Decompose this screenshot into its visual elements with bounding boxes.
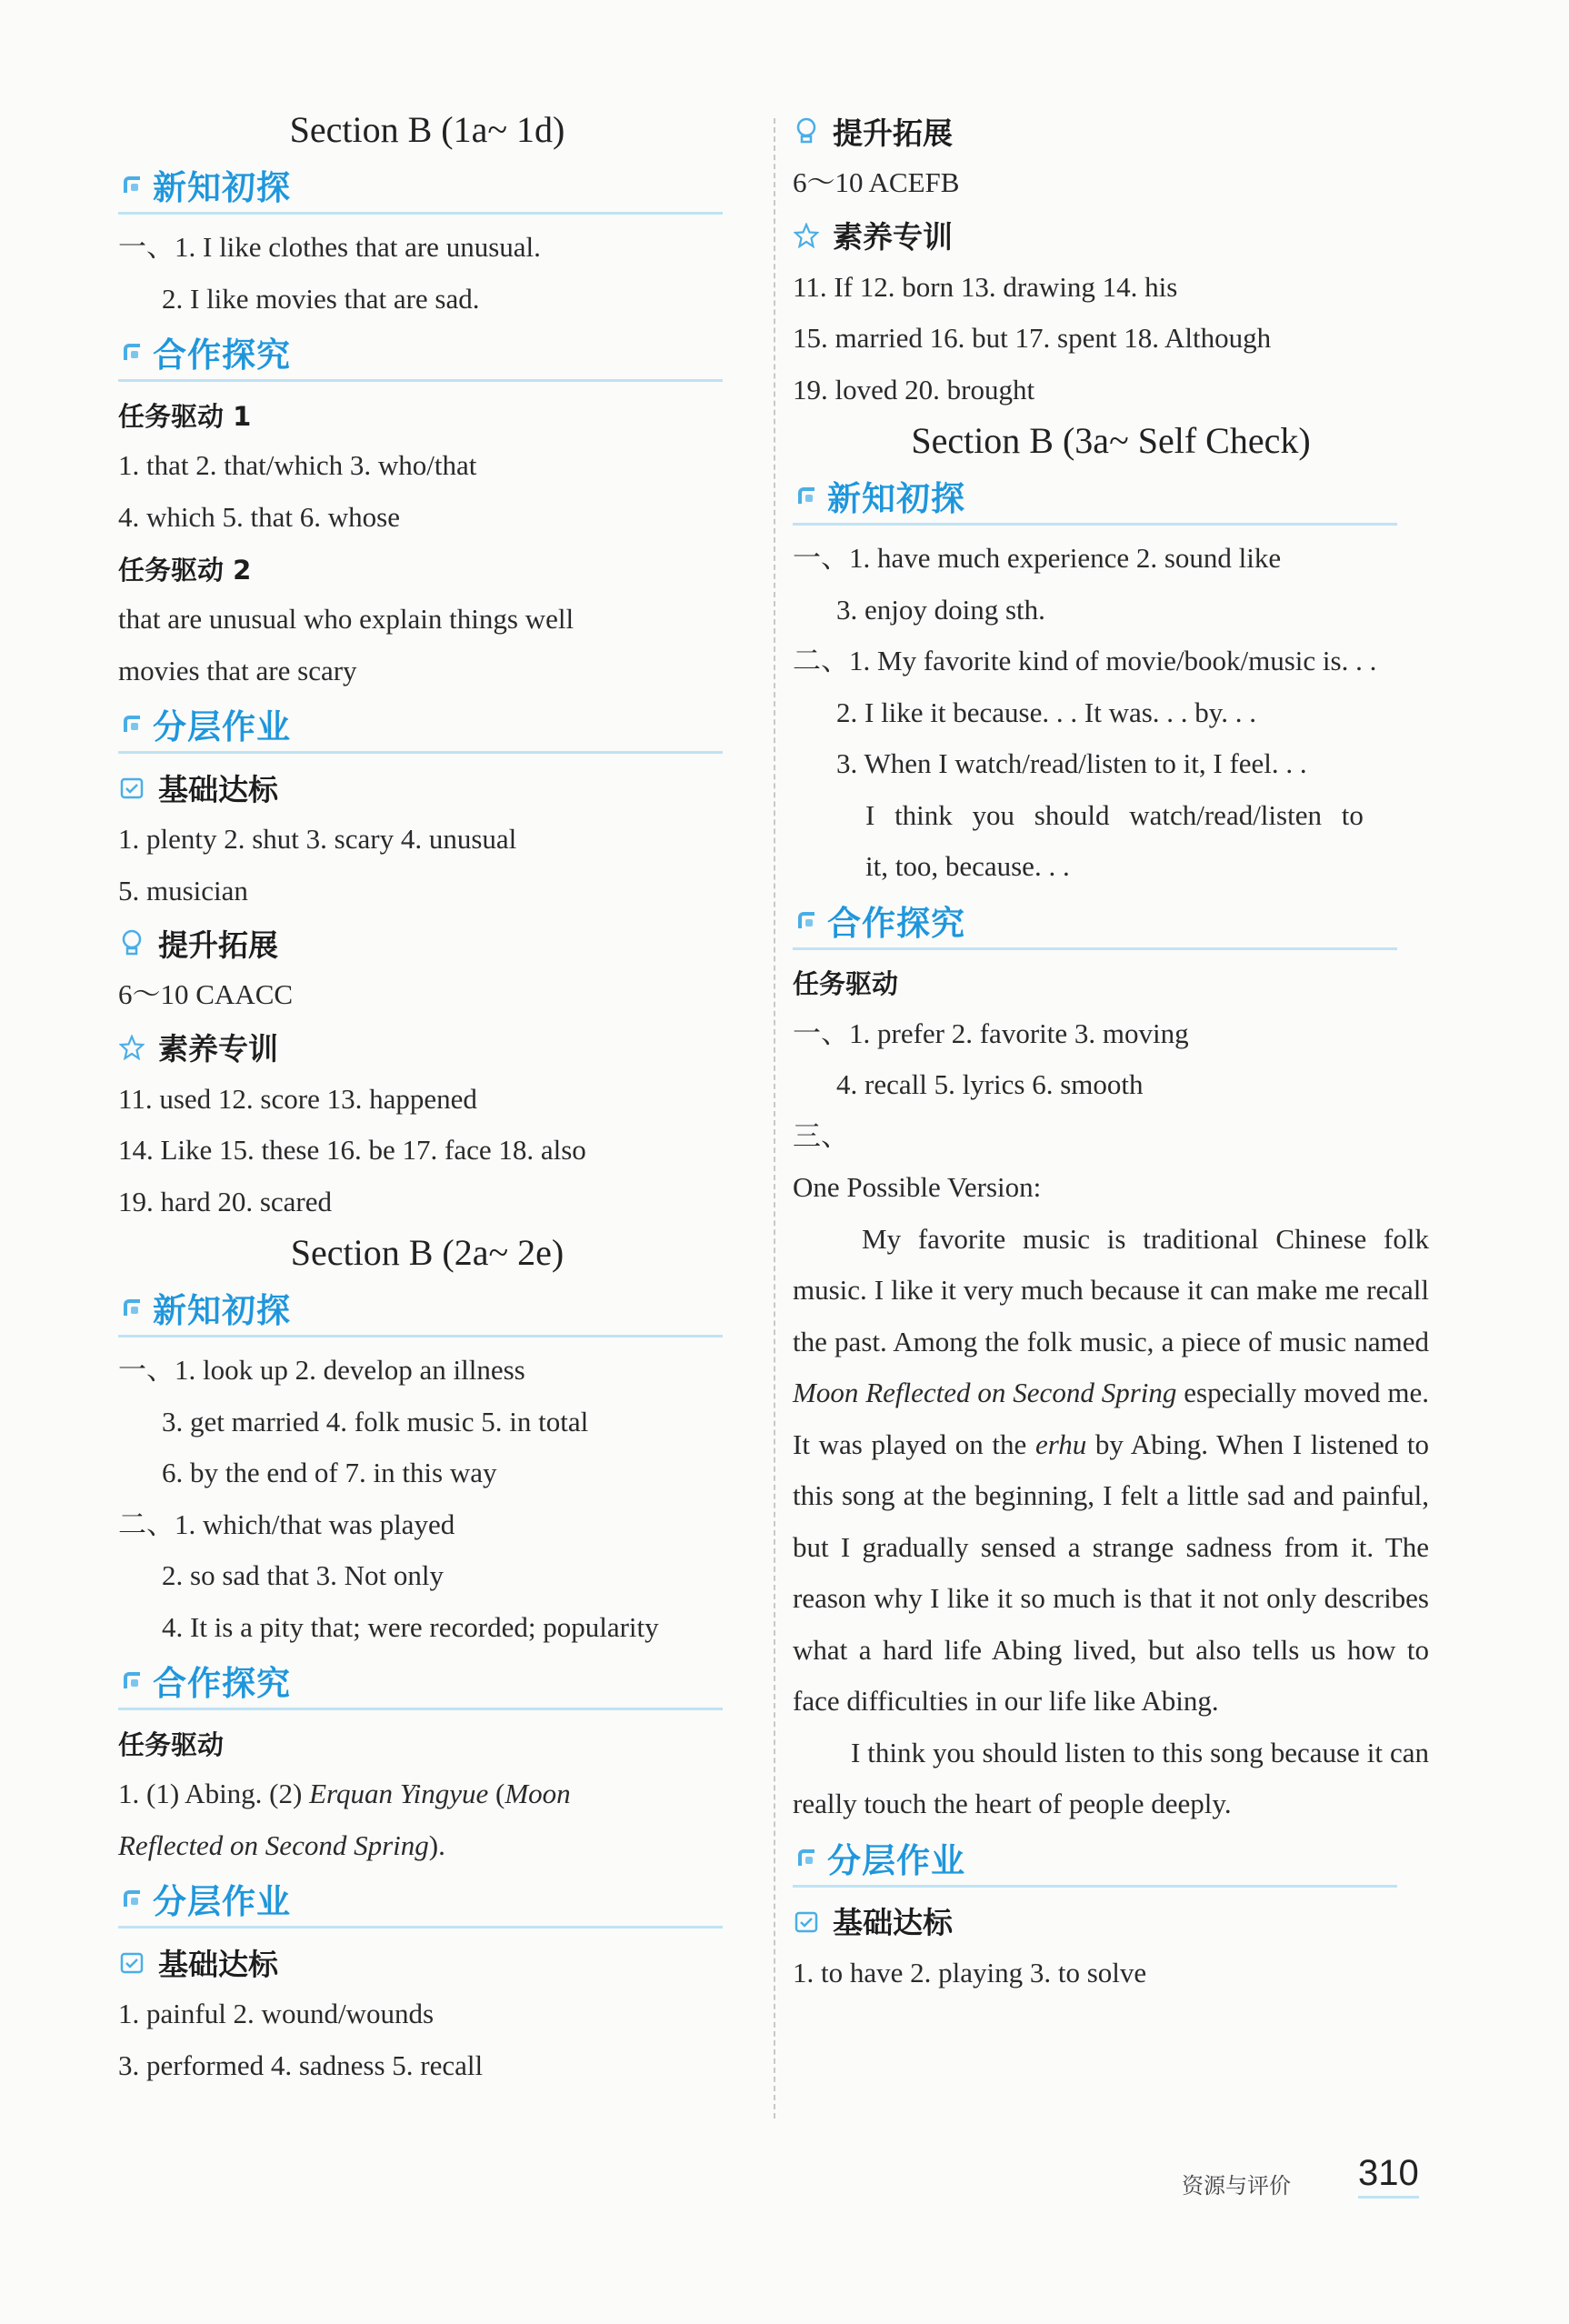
checklist-icon bbox=[118, 1948, 145, 1976]
answer-line: 19. loved 20. brought bbox=[793, 373, 1035, 406]
subheader-tisheng-tuozhan: 提升拓展 bbox=[793, 105, 1429, 157]
lightbulb-icon bbox=[793, 117, 820, 145]
left-column bbox=[118, 105, 736, 2091]
answer-line: 4. It is a pity that; were recorded; popularity bbox=[162, 1610, 659, 1643]
answer-line: 4. recall 5. lyrics 6. smooth bbox=[836, 1068, 1144, 1100]
right-column bbox=[793, 105, 1429, 1998]
column-divider bbox=[774, 118, 775, 2119]
answer-line: 3. performed 4. sadness 5. recall bbox=[118, 2049, 484, 2081]
checklist-icon bbox=[793, 1908, 820, 1935]
star-icon bbox=[118, 1034, 145, 1061]
checklist-icon bbox=[118, 774, 145, 801]
bookmark-icon bbox=[124, 342, 144, 362]
answer-line: 一、1. look up 2. develop an illness bbox=[118, 1354, 525, 1386]
essay-paragraph-2: I think you should listen to this song because it can really touch the heart of people deeply. bbox=[793, 1736, 1429, 1819]
answer-line: 一、1. have much experience 2. sound like bbox=[793, 542, 1282, 574]
lightbulb-icon bbox=[118, 929, 145, 957]
answer-line: 14. Like 15. these 16. be 17. face 18. also bbox=[118, 1134, 586, 1166]
bookmark-icon bbox=[124, 1888, 144, 1908]
bookmark-icon bbox=[798, 1848, 818, 1868]
answer-line: 1. to have 2. playing 3. to solve bbox=[793, 1956, 1147, 1988]
answer-line: 11. If 12. born 13. drawing 14. his bbox=[793, 270, 1178, 303]
answer-line: 5. musician bbox=[118, 874, 248, 907]
answer-line: 2. so sad that 3. Not only bbox=[162, 1559, 444, 1591]
subheader-suyang-zhuanxun: 素养专训 bbox=[793, 209, 1429, 262]
header-hezuo-tanjiu: 合作探究 bbox=[793, 893, 1397, 950]
subheader-suyang-zhuanxun: 素养专训 bbox=[118, 1021, 736, 1074]
bookmark-icon bbox=[124, 1670, 144, 1690]
star-icon bbox=[793, 222, 820, 249]
header-xinzhi-chutan: 新知初探 bbox=[118, 1280, 723, 1337]
footer-label: 资源与评价 bbox=[1182, 2173, 1291, 2199]
answer-line: One Possible Version: bbox=[793, 1171, 1042, 1203]
task-label: 任务驱动 bbox=[793, 968, 899, 999]
answer-line: 二、1. My favorite kind of movie/book/music is. . . bbox=[793, 645, 1377, 676]
answer-line: 6. by the end of 7. in this way bbox=[162, 1457, 497, 1488]
header-fenceng-zuoye: 分层作业 bbox=[118, 1871, 723, 1928]
answer-line: 3. enjoy doing sth. bbox=[836, 593, 1045, 626]
answer-line: 1. (1) Abing. (2) Erquan Yingyue (Moon bbox=[118, 1778, 571, 1809]
answer-line: that are unusual who explain things well bbox=[118, 603, 575, 635]
section-title-2a-2e: Section B (2a~ 2e) bbox=[290, 1232, 565, 1273]
header-xinzhi-chutan: 新知初探 bbox=[793, 468, 1397, 526]
answer-line: 11. used 12. score 13. happened bbox=[118, 1082, 477, 1115]
answer-line: 3. get married 4. folk music 5. in total bbox=[162, 1405, 589, 1437]
header-hezuo-tanjiu: 合作探究 bbox=[118, 1653, 723, 1710]
answer-line: 15. married 16. but 17. spent 18. Although bbox=[793, 322, 1272, 354]
bookmark-icon bbox=[798, 486, 818, 506]
bookmark-icon bbox=[124, 175, 144, 195]
essay-paragraph-1: My favorite music is traditional Chinese folk music. I like it very much because it can make me recall the past. Among the folk music, a piece of music named Moon Reflected on Second Spring especially moved me. It was played on the erhu by Abing. When I listened to this song at the beginning, I felt a little sad and painful, but I gradually sensed a strange sadness from it. The reason why I like it so much is that it not only describes what a hard life Abing lived, but also tells us how to face difficulties in our life like Abing. bbox=[793, 1222, 1429, 1717]
answer-line: 6～10 CAACC bbox=[118, 978, 294, 1010]
answer-line: 一、1. prefer 2. favorite 3. moving bbox=[793, 1017, 1189, 1049]
header-xinzhi-chutan: 新知初探 bbox=[118, 157, 723, 215]
answer-line: 三、 bbox=[793, 1119, 849, 1152]
answer-line: 一、1. I like clothes that are unusual. bbox=[118, 231, 541, 263]
answer-line: 1. that 2. that/which 3. who/that bbox=[118, 449, 477, 481]
task-label: 任务驱动 bbox=[118, 1728, 225, 1760]
answer-line: 2. I like movies that are sad. bbox=[162, 282, 480, 315]
task-label: 任务驱动 2 bbox=[118, 554, 252, 586]
bookmark-icon bbox=[124, 714, 144, 734]
answer-line: it, too, because. . . bbox=[865, 850, 1070, 882]
subheader-jichu-dabiao: 基础达标 bbox=[793, 1895, 1429, 1948]
answer-line: Reflected on Second Spring). bbox=[118, 1828, 445, 1861]
section-title-1a-1d: Section B (1a~ 1d) bbox=[289, 109, 565, 150]
answer-line: 6～10 ACEFB bbox=[793, 166, 960, 198]
answer-line: 二、1. which/that was played bbox=[118, 1508, 455, 1540]
header-fenceng-zuoye: 分层作业 bbox=[793, 1830, 1397, 1888]
answer-line: 4. which 5. that 6. whose bbox=[118, 500, 400, 533]
answer-line: I think you should watch/read/listen to bbox=[865, 798, 1364, 831]
subheader-jichu-dabiao: 基础达标 bbox=[118, 1936, 736, 1988]
answer-line: 1. plenty 2. shut 3. scary 4. unusual bbox=[118, 823, 517, 855]
subheader-jichu-dabiao: 基础达标 bbox=[118, 761, 736, 814]
answer-line: 1. painful 2. wound/wounds bbox=[118, 1998, 435, 2029]
answer-line: movies that are scary bbox=[118, 654, 357, 686]
answer-line: 2. I like it because. . . It was. . . by. . . bbox=[836, 696, 1257, 728]
answer-line: 19. hard 20. scared bbox=[118, 1185, 332, 1217]
header-fenceng-zuoye: 分层作业 bbox=[118, 696, 723, 754]
answer-line: 3. When I watch/read/listen to it, I feel. . . bbox=[836, 747, 1307, 779]
header-hezuo-tanjiu: 合作探究 bbox=[118, 325, 723, 382]
subheader-tisheng-tuozhan: 提升拓展 bbox=[118, 917, 736, 969]
bookmark-icon bbox=[798, 910, 818, 930]
page-number: 310 bbox=[1358, 2153, 1419, 2199]
bookmark-icon bbox=[124, 1297, 144, 1317]
task-label: 任务驱动 1 bbox=[118, 400, 252, 432]
section-title-3a-self-check: Section B (3a~ Self Check) bbox=[911, 420, 1311, 461]
